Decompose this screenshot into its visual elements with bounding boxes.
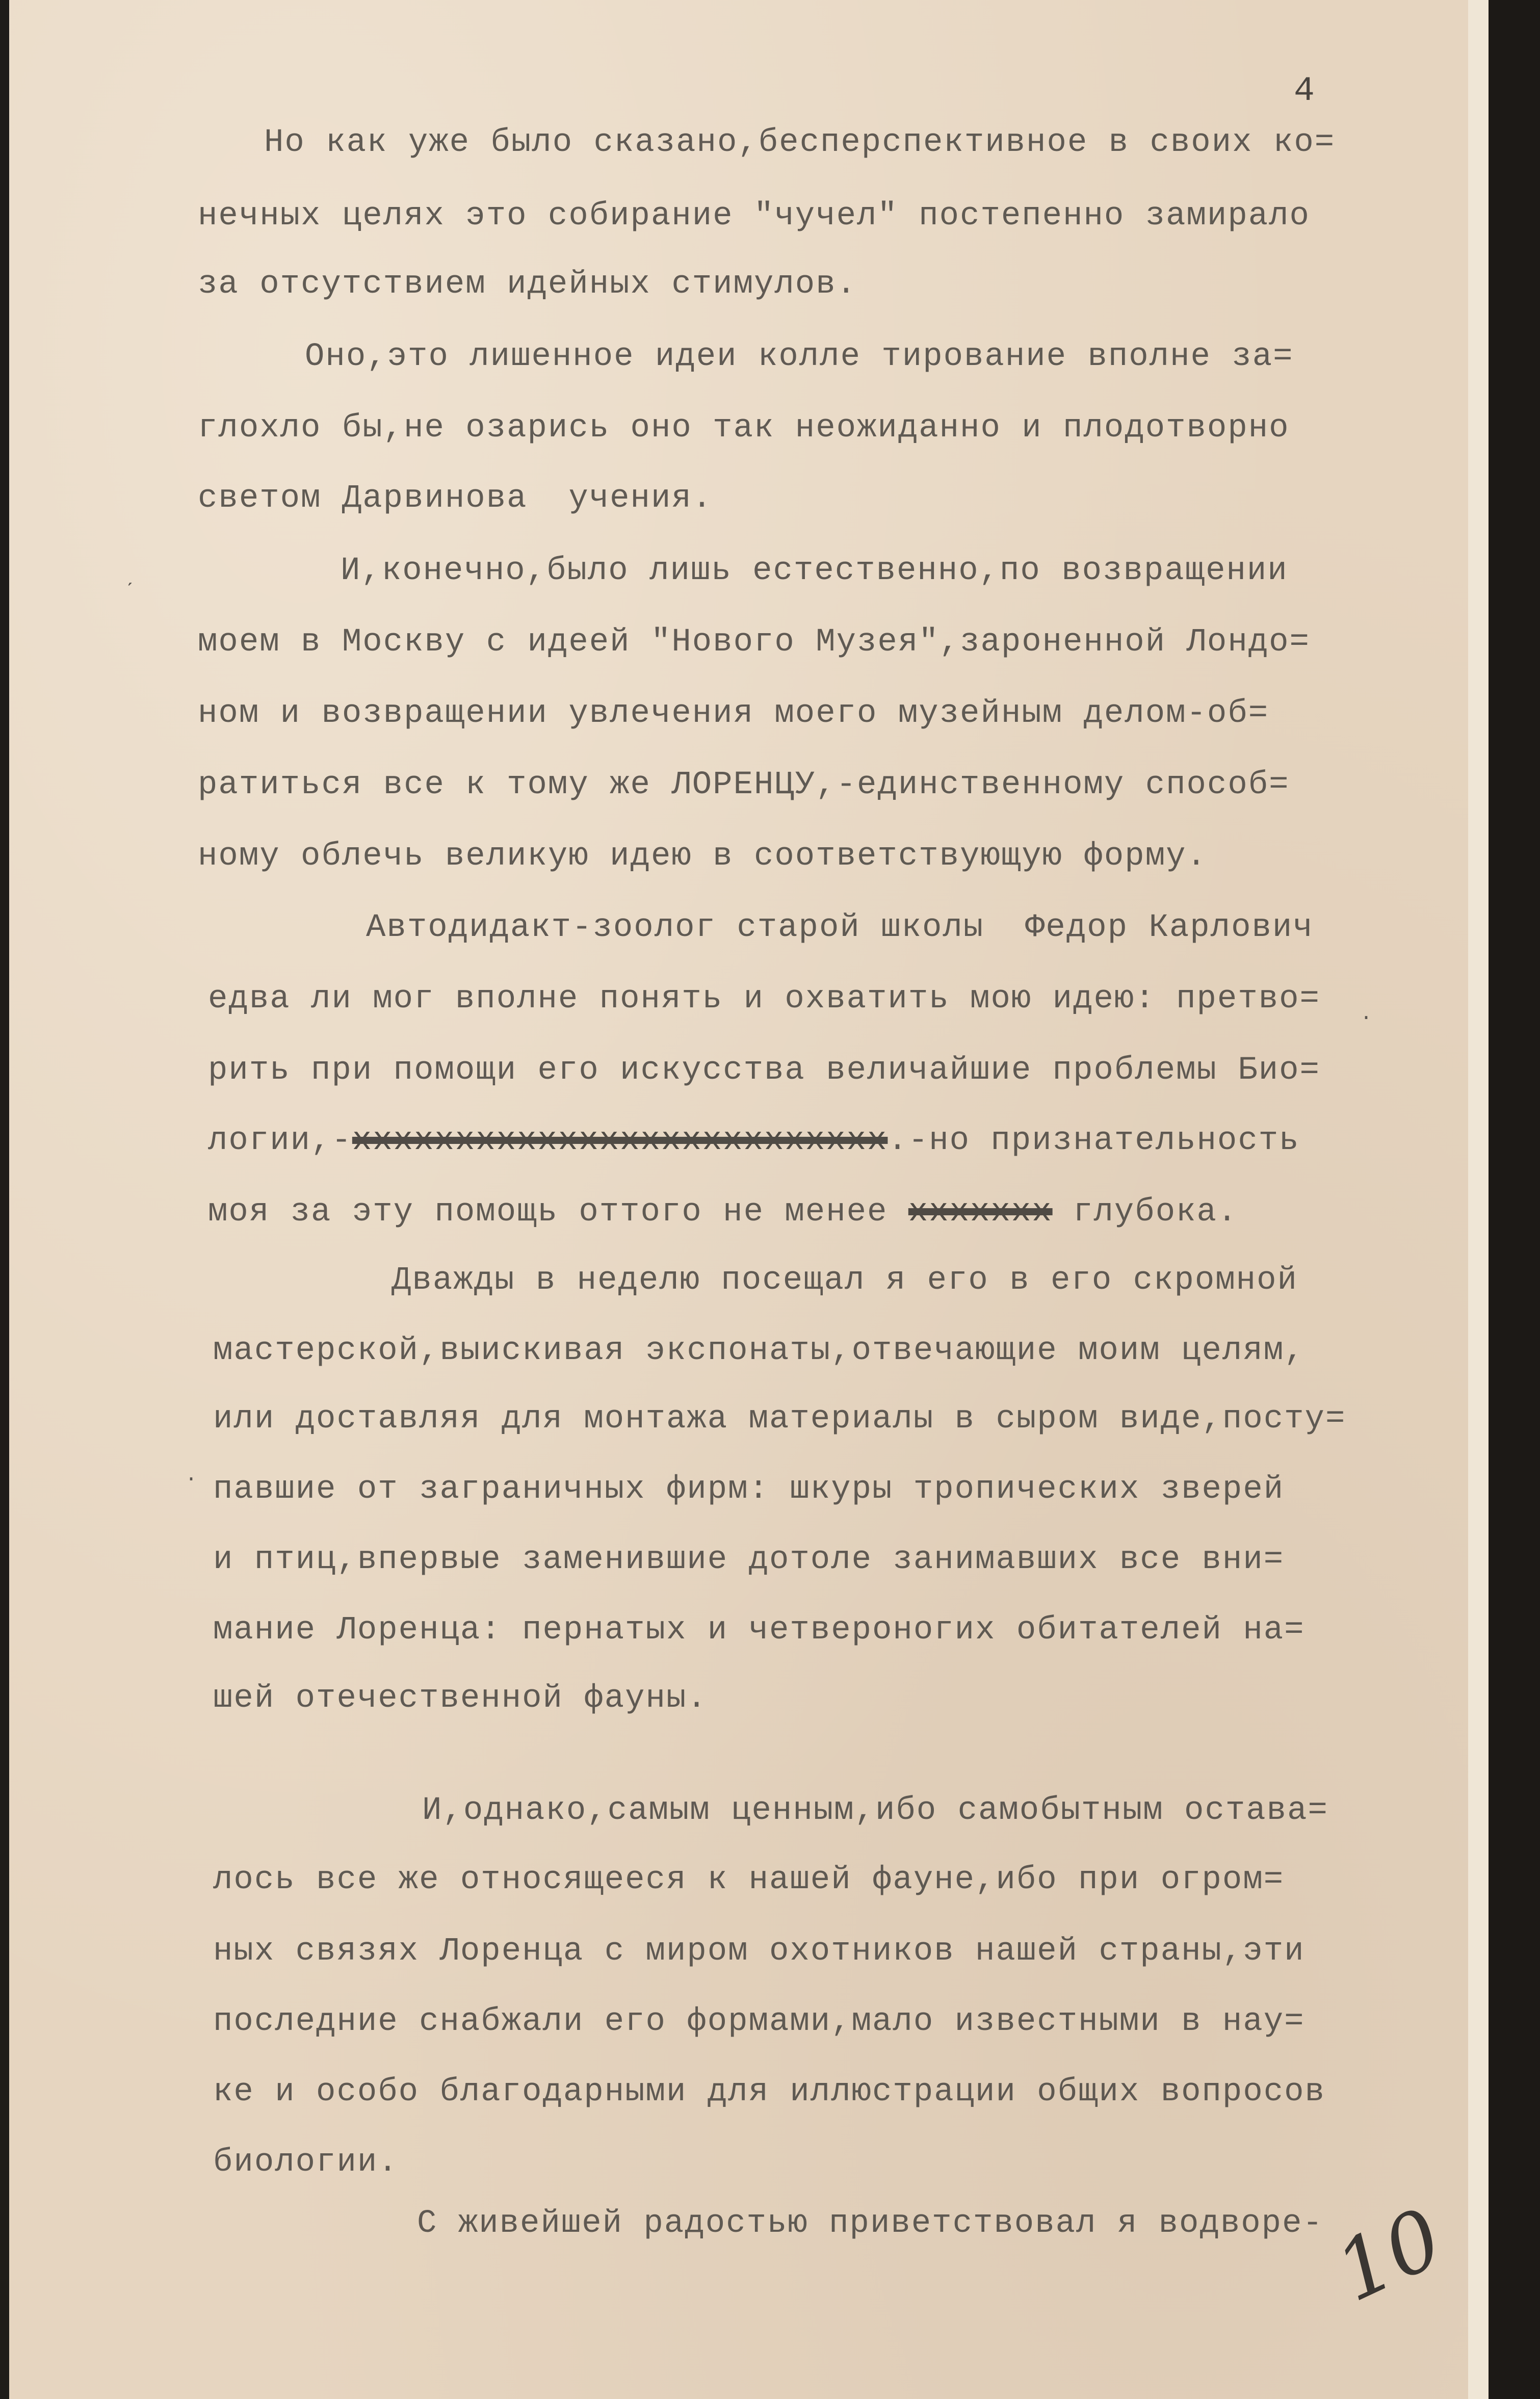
- text-line: Автодидакт-зоолог старой школы Федор Карлович: [366, 909, 1314, 946]
- text-line: светом Дарвинова учения.: [198, 480, 713, 517]
- text-line: мание Лоренца: пернатых и четвероногих обитателей на=: [213, 1612, 1305, 1649]
- text-line: мастерской,выискивая экспонаты,отвечающие моим целям,: [213, 1333, 1305, 1369]
- text-line: нечных целях это собирание "чучел" постепенно замирало: [198, 198, 1310, 234]
- text-line: биологии.: [213, 2144, 399, 2181]
- text-line: ратиться все к тому же ЛОРЕНЦУ,-единственному способ=: [198, 767, 1290, 803]
- margin-tick-mark: ˊ: [124, 581, 137, 604]
- text-line: или доставляя для монтажа материалы в сыром виде,посту=: [213, 1401, 1346, 1438]
- line-text: моя за эту помощь оттого не менее: [208, 1194, 908, 1231]
- text-line-with-strikeout: [208, 1196, 1238, 1229]
- text-line: едва ли мог вполне понять и охватить мою идею: претво=: [208, 981, 1320, 1018]
- typewritten-page: [9, 0, 1468, 2399]
- line-text: логии,-: [208, 1123, 352, 1159]
- text-line: и птиц,впервые заменившие дотоле занимавших все вни=: [213, 1542, 1285, 1578]
- text-line: глохло бы,не озарись оно так неожиданно и плодотворно: [198, 410, 1290, 447]
- text-line: ному облечь великую идею в соответствующую форму.: [198, 838, 1207, 875]
- text-line: Но как уже было сказано,бесперспективное в своих ко=: [264, 124, 1336, 161]
- handwritten-folio-number: 10: [1322, 2189, 1456, 2320]
- ink-speck: ·: [1360, 1007, 1373, 1030]
- margin-dot-mark: ·: [185, 1468, 198, 1491]
- struck-out-text: xxxxxxxxxxxxxxxxxxxxxxxxxx: [352, 1123, 888, 1159]
- scan-edge-left: [0, 0, 9, 2399]
- text-line-with-strikeout: [208, 1125, 1300, 1157]
- text-line: ке и особо благодарными для иллюстрации общих вопросов: [213, 2074, 1325, 2110]
- text-line: Оно,это лишенное идеи колле тирование вполне за=: [305, 338, 1294, 375]
- text-line: шей отечественной фауны.: [213, 1680, 708, 1717]
- text-line: последние снабжали его формами,мало известными в нау=: [213, 2003, 1305, 2040]
- text-line: С живейшей радостью приветствовал я водворе-: [417, 2205, 1323, 2242]
- text-line: лось все же относящееся к нашей фауне,ибо при огром=: [213, 1862, 1285, 1898]
- line-text-after: глубока.: [1052, 1194, 1238, 1231]
- text-line: за отсутствием идейных стимулов.: [198, 266, 857, 303]
- struck-out-text: xxxxxxx: [908, 1194, 1053, 1231]
- text-line: ных связях Лоренца с миром охотников нашей страны,эти: [213, 1933, 1305, 1970]
- scan-edge-right: [1489, 0, 1540, 2399]
- text-line: ном и возвращении увлечения моего музейным делом-об=: [198, 695, 1269, 732]
- text-line: Дважды в неделю посещал я его в его скромной: [391, 1262, 1298, 1299]
- line-text-after: .-но признательность: [888, 1123, 1300, 1159]
- text-line: моем в Москву с идеей "Нового Музея",зароненной Лондо=: [198, 624, 1310, 661]
- text-line: павшие от заграничных фирм: шкуры тропических зверей: [213, 1471, 1285, 1508]
- page-edge-stack: [1468, 0, 1489, 2399]
- text-line: И,однако,самым ценным,ибо самобытным остава=: [422, 1792, 1328, 1829]
- text-line: И,конечно,было лишь естественно,по возвращении: [341, 553, 1288, 589]
- text-line: рить при помощи его искусства величайшие проблемы Био=: [208, 1052, 1320, 1089]
- page-number: 4: [1294, 71, 1315, 111]
